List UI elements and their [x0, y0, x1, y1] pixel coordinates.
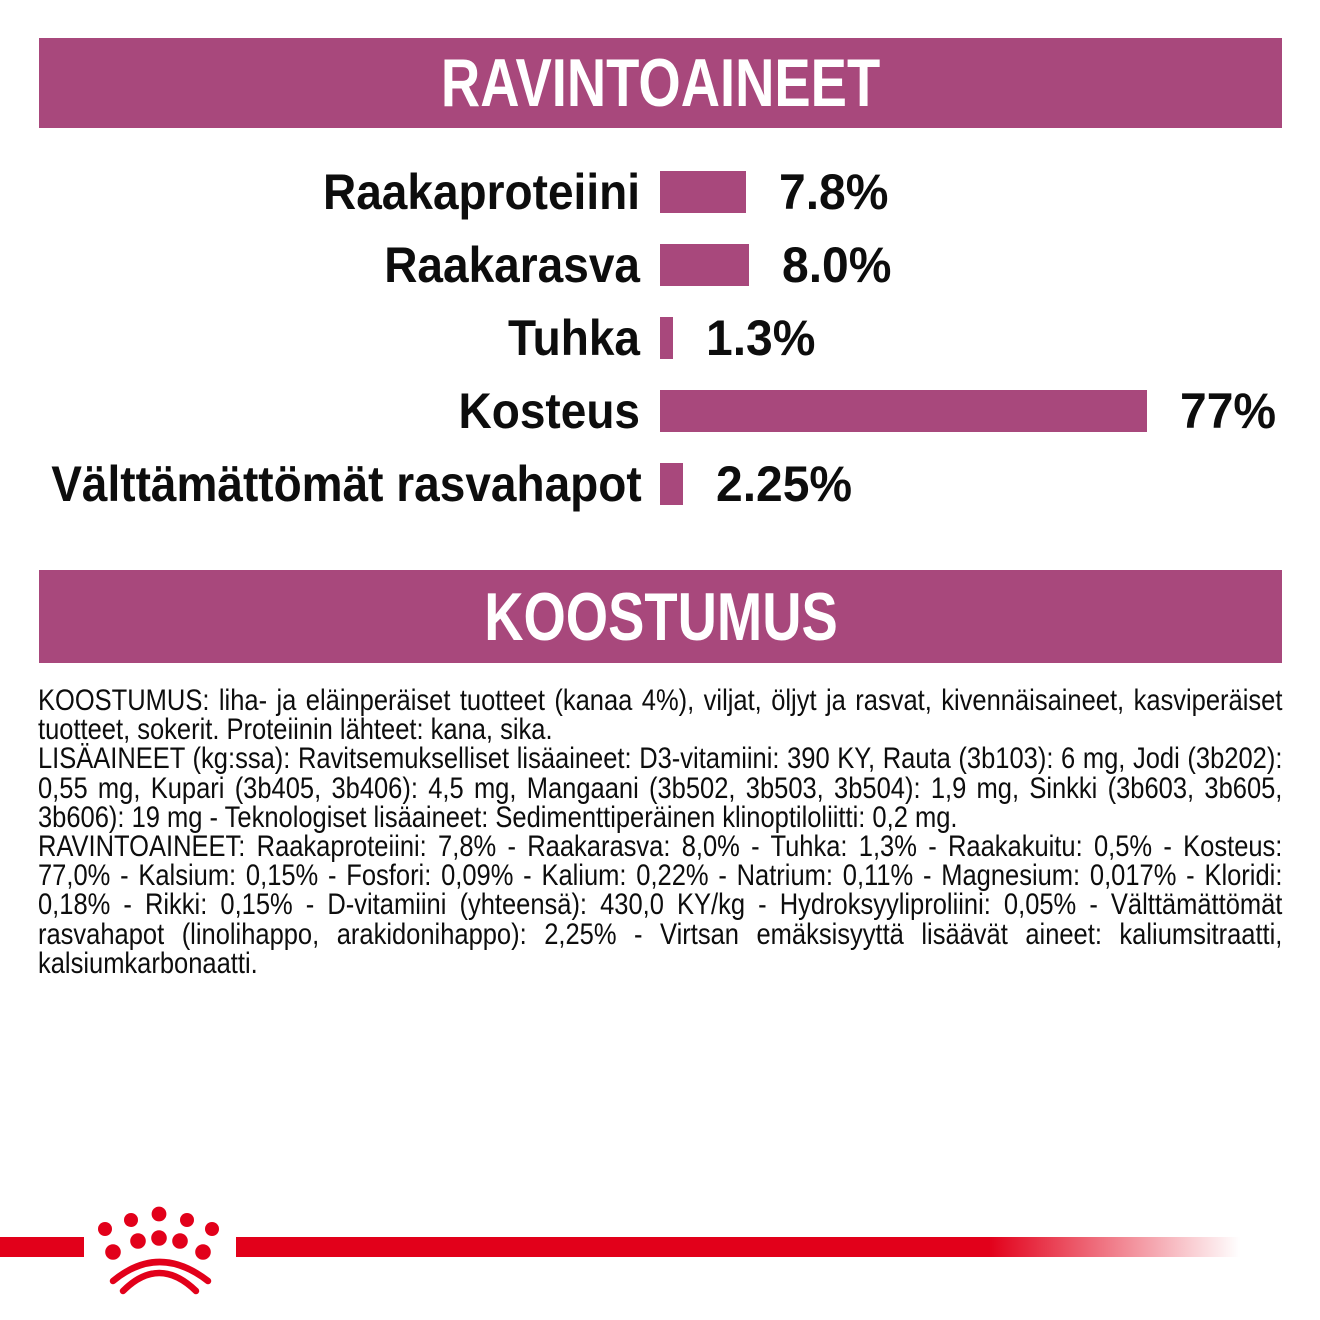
bar-value-raakaproteiini: 7.8% [779, 164, 889, 220]
bar-rasvahapot [660, 463, 683, 505]
chart-row [0, 228, 1320, 302]
composition-section-header [39, 570, 1282, 663]
brand-stripe-left [0, 1237, 84, 1257]
bar-label-tuhka: Tuhka [507, 310, 640, 366]
bar-kosteus [660, 390, 1147, 432]
bar-label-raakaproteiini: Raakaproteiini [323, 164, 640, 220]
royal-canin-crown-icon [88, 1203, 232, 1297]
bar-label-kosteus: Kosteus [458, 383, 640, 439]
bar-raakarasva [660, 244, 749, 286]
additives-paragraph: LISÄAINEET (kg:ssa): Ravitsemukselliset lisäaineet: D3-vitamiini: 390 KY, Rauta (3b103): 6 mg, Jodi (3b202): 0,55 mg, Kupari (3b405, 3b406): 4,5 mg, Mangaani (3b502, 3b503, 3b504): 1,9 mg, Sinkki (3b603, 3b605, 3b606): 19 mg - Teknologiset lisäaineet: Sedimenttiperäinen klinoptiloliitti: 0,2 mg. [38, 742, 1283, 834]
chart-row [0, 447, 1320, 521]
nutrients-section-title: RAVINTOAINEET [440, 45, 881, 121]
composition-paragraph: KOOSTUMUS: liha- ja eläinperäiset tuotteet (kanaa 4%), viljat, öljyt ja rasvat, kivennäisaineet, kasviperäiset tuotteet, sokerit. Proteiinin lähteet: kana, sika. [38, 684, 1283, 747]
chart-row [0, 374, 1320, 448]
chart-row [0, 155, 1320, 229]
chart-row [0, 301, 1320, 375]
bar-tuhka [660, 317, 673, 359]
nutrients-section-header [39, 38, 1282, 128]
bar-value-raakarasva: 8.0% [782, 237, 892, 293]
bar-value-kosteus: 77% [1180, 383, 1277, 439]
nutrients-bar-chart [0, 155, 1320, 535]
nutrients-paragraph: RAVINTOAINEET: Raakaproteiini: 7,8% - Raakarasva: 8,0% - Tuhka: 1,3% - Raakakuitu: 0,5% - Kosteus: 77,0% - Kalsium: 0,15% - Fosfori: 0,09% - Kalium: 0,22% - Natrium: 0,11% - Magnesium: 0,017% - Kloridi: 0,18% - Rikki: 0,15% - D-vitamiini (yhteensä): 430,0 KY/kg - Hydroksyyliproliini: 0,05% - Välttämättömät rasvahapot (linolihappo, arakidonihappo): 2,25% - Virtsan emäksisyyttä lisäävät aineet: kaliumsitraatti, kalsiumkarbonaatti. [38, 830, 1283, 980]
composition-section-title: KOOSTUMUS [483, 578, 838, 655]
bar-label-rasvahapot: Välttämättömät rasvahapot [51, 456, 642, 512]
bar-raakaproteiini [660, 171, 746, 213]
brand-stripe-right [236, 1237, 1240, 1257]
bar-label-raakarasva: Raakarasva [384, 237, 640, 293]
bar-value-tuhka: 1.3% [706, 310, 816, 366]
composition-text-block [38, 686, 1282, 978]
bar-value-rasvahapot: 2.25% [716, 456, 853, 512]
